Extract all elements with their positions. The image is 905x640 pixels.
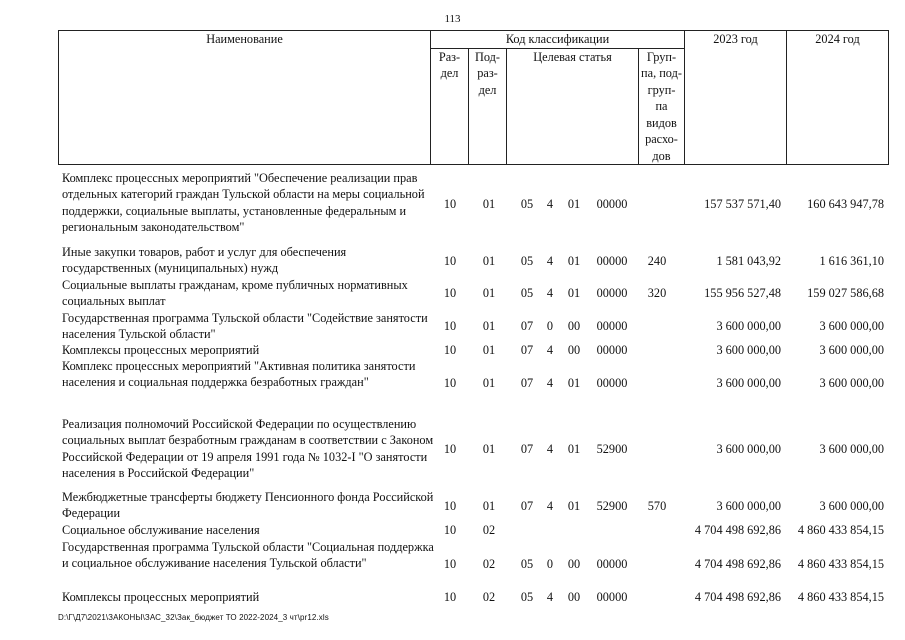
- row-name: Комплексы процессных мероприятий: [62, 343, 260, 357]
- header-podrazdel: Под- раз- дел: [469, 48, 507, 165]
- row-amount-2023: 3 600 000,00: [716, 319, 781, 333]
- row-amount-2023: 4 704 498 692,86: [694, 557, 781, 571]
- row-amount-2024: 159 027 586,68: [807, 286, 884, 300]
- row-amount-2023: 3 600 000,00: [716, 376, 781, 390]
- row-razdel: 10: [443, 197, 457, 211]
- row-name: Комплекс процессных мероприятий "Активная политика занятости населения и социальная поддержка безработных граждан": [62, 359, 416, 390]
- row-name: Комплексы процессных мероприятий: [62, 590, 260, 604]
- row-name: Государственная программа Тульской области "Социальная поддержка и социальное обслуживание населения Тульской области": [62, 540, 434, 571]
- row-target-sub: 00: [567, 319, 581, 333]
- row-amount-2023: 3 600 000,00: [716, 343, 781, 357]
- page-number: 113: [444, 13, 461, 25]
- row-name: Иные закупки товаров, работ и услуг для обеспечения государственных (муниципальных) нужд: [62, 245, 347, 276]
- row-razdel: 10: [443, 523, 457, 537]
- header-target: Целевая статья: [507, 48, 639, 165]
- row-target-code: 52900: [596, 499, 628, 513]
- row-razdel: 10: [443, 376, 457, 390]
- row-podrazdel: 02: [482, 590, 496, 604]
- row-podrazdel: 02: [482, 523, 496, 537]
- row-target-sub: 00: [567, 557, 581, 571]
- row-target-program: 05: [520, 590, 534, 604]
- row-podrazdel: 01: [482, 442, 496, 456]
- row-amount-2023: 3 600 000,00: [716, 442, 781, 456]
- row-podrazdel: 01: [482, 254, 496, 268]
- header-year-2024: 2024 год: [787, 31, 889, 165]
- row-amount-2024: 3 600 000,00: [819, 499, 884, 513]
- row-target-code: 00000: [596, 319, 628, 333]
- row-razdel: 10: [443, 557, 457, 571]
- header-year-2023: 2023 год: [685, 31, 787, 165]
- row-target-type: 0: [546, 557, 554, 571]
- row-target-type: 4: [546, 499, 554, 513]
- row-target-type: 4: [546, 343, 554, 357]
- row-target-program: 05: [520, 286, 534, 300]
- row-razdel: 10: [443, 319, 457, 333]
- row-target-sub: 01: [567, 442, 581, 456]
- row-name: Социальное обслуживание населения: [62, 523, 260, 537]
- row-expense-group: 570: [647, 499, 667, 513]
- header-code-group: Код классификации: [431, 31, 685, 49]
- row-expense-group: 240: [647, 254, 667, 268]
- header-name: Наименование: [59, 31, 431, 165]
- row-podrazdel: 01: [482, 319, 496, 333]
- row-target-sub: 01: [567, 376, 581, 390]
- row-target-program: 05: [520, 557, 534, 571]
- row-amount-2024: 3 600 000,00: [819, 343, 884, 357]
- header-group: Груп- па, под- груп- па видов расхо- дов: [639, 48, 685, 165]
- row-target-program: 07: [520, 376, 534, 390]
- row-target-code: 00000: [596, 557, 628, 571]
- row-target-sub: 01: [567, 499, 581, 513]
- row-amount-2023: 3 600 000,00: [716, 499, 781, 513]
- row-podrazdel: 01: [482, 343, 496, 357]
- row-target-code: 00000: [596, 286, 628, 300]
- row-target-sub: 01: [567, 254, 581, 268]
- row-amount-2024: 4 860 433 854,15: [797, 590, 884, 604]
- row-target-type: 4: [546, 590, 554, 604]
- row-target-program: 07: [520, 319, 534, 333]
- row-amount-2023: 157 537 571,40: [704, 197, 781, 211]
- row-target-program: 05: [520, 254, 534, 268]
- row-name: Межбюджетные трансферты бюджету Пенсионного фонда Российской Федерации: [62, 490, 434, 521]
- row-target-code: 00000: [596, 376, 628, 390]
- row-podrazdel: 01: [482, 197, 496, 211]
- row-razdel: 10: [443, 590, 457, 604]
- header-razdel: Раз- дел: [431, 48, 469, 165]
- file-path-footer: D:\Г\Д7\2021\ЗАКОНЫ\ЗАС_32\Зак_бюджет ТО 2022-2024_3 чт\pr12.xls: [58, 613, 329, 622]
- row-amount-2024: 3 600 000,00: [819, 442, 884, 456]
- row-razdel: 10: [443, 286, 457, 300]
- row-razdel: 10: [443, 343, 457, 357]
- row-podrazdel: 01: [482, 376, 496, 390]
- row-razdel: 10: [443, 499, 457, 513]
- row-target-type: 4: [546, 254, 554, 268]
- row-amount-2024: 4 860 433 854,15: [797, 557, 884, 571]
- row-podrazdel: 01: [482, 286, 496, 300]
- row-target-sub: 01: [567, 197, 581, 211]
- row-amount-2024: 4 860 433 854,15: [797, 523, 884, 537]
- row-amount-2024: 3 600 000,00: [819, 319, 884, 333]
- row-amount-2024: 3 600 000,00: [819, 376, 884, 390]
- row-target-program: 07: [520, 499, 534, 513]
- row-name: Реализация полномочий Российской Федерации по осуществлению социальных выплат безработным гражданам в соответствии с Законом Российской Федерации от 19 апреля 1991 года № 1032-I "О занятости населения в Российской Федерации": [62, 417, 434, 480]
- row-amount-2023: 1 581 043,92: [716, 254, 781, 268]
- row-razdel: 10: [443, 254, 457, 268]
- row-amount-2024: 160 643 947,78: [807, 197, 884, 211]
- row-expense-group: 320: [647, 286, 667, 300]
- row-target-program: 07: [520, 442, 534, 456]
- row-name: Комплекс процессных мероприятий "Обеспечение реализации прав отдельных категорий граждан Тульской области на меры социальной поддержки, социальные выплаты, установленные федеральным и региональным законодательством": [62, 171, 425, 234]
- row-amount-2023: 4 704 498 692,86: [694, 523, 781, 537]
- row-target-code: 00000: [596, 343, 628, 357]
- row-target-code: 00000: [596, 254, 628, 268]
- row-target-type: 4: [546, 286, 554, 300]
- row-podrazdel: 01: [482, 499, 496, 513]
- row-target-sub: 00: [567, 590, 581, 604]
- row-target-code: 00000: [596, 197, 628, 211]
- row-target-sub: 01: [567, 286, 581, 300]
- row-target-code: 52900: [596, 442, 628, 456]
- row-target-code: 00000: [596, 590, 628, 604]
- row-podrazdel: 02: [482, 557, 496, 571]
- row-amount-2023: 4 704 498 692,86: [694, 590, 781, 604]
- row-razdel: 10: [443, 442, 457, 456]
- row-target-type: 4: [546, 442, 554, 456]
- row-name: Государственная программа Тульской области "Содействие занятости населения Тульской области": [62, 311, 428, 342]
- row-target-type: 4: [546, 197, 554, 211]
- row-target-type: 4: [546, 376, 554, 390]
- row-target-program: 07: [520, 343, 534, 357]
- row-amount-2023: 155 956 527,48: [704, 286, 781, 300]
- row-name: Социальные выплаты гражданам, кроме публичных нормативных социальных выплат: [62, 278, 408, 309]
- row-target-program: 05: [520, 197, 534, 211]
- row-amount-2024: 1 616 361,10: [819, 254, 884, 268]
- row-target-type: 0: [546, 319, 554, 333]
- row-target-sub: 00: [567, 343, 581, 357]
